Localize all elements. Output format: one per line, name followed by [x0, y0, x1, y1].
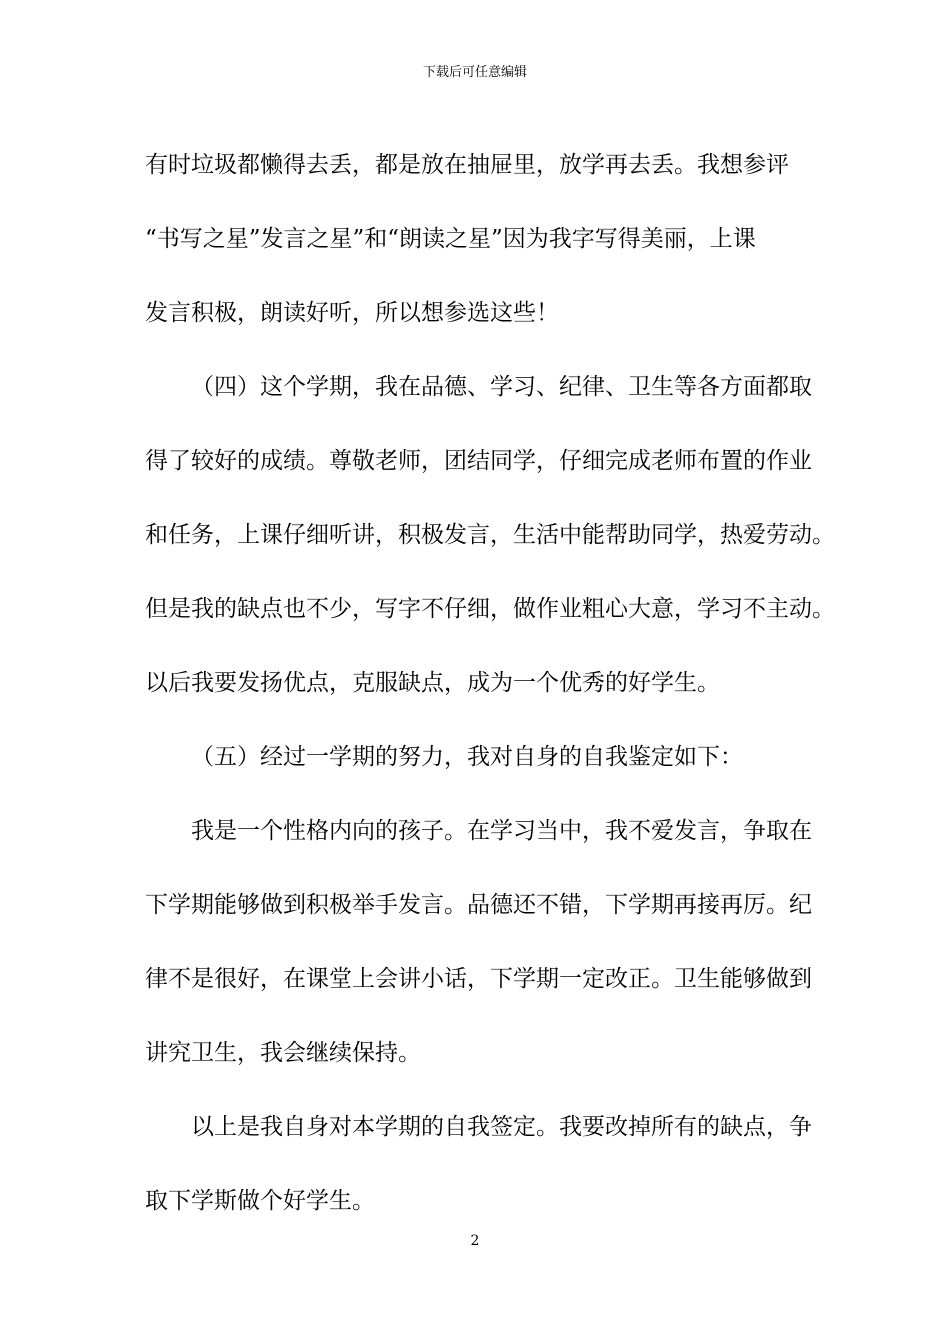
text-line: 取下学斯做个好学生。: [145, 1188, 375, 1214]
text-line: 发言积极，朗读好听，所以想参选这些！: [145, 300, 559, 326]
paragraph-start-line: 我是一个性格内向的孩子。在学习当中，我不爱发言，争取在: [191, 818, 812, 844]
text-line: 下学期能够做到积极举手发言。品德还不错，下学期再接再厉。纪: [145, 892, 812, 918]
paragraph-start-line: （四）这个学期，我在品德、学习、纪律、卫生等各方面都取: [191, 374, 812, 400]
page-number: 2: [470, 1233, 480, 1249]
text-line: 得了较好的成绩。尊敬老师，团结同学，仔细完成老师布置的作业: [145, 448, 812, 474]
text-line: 和任务，上课仔细听讲，积极发言，生活中能帮助同学，热爱劳动。: [145, 522, 835, 548]
text-line: 有时垃圾都懒得去丢，都是放在抽屉里，放学再去丢。我想参评: [145, 152, 789, 178]
text-line: 讲究卫生，我会继续保持。: [145, 1040, 421, 1066]
text-line: 律不是很好，在课堂上会讲小话，下学期一定改正。卫生能够做到: [145, 966, 812, 992]
text-line: 以后我要发扬优点，克服缺点，成为一个优秀的好学生。: [145, 670, 720, 696]
text-line: 但是我的缺点也不少，写字不仔细，做作业粗心大意，学习不主动。: [145, 596, 835, 622]
text-line: “书写之星”发言之星”和“朗读之星”因为我字写得美丽，上课: [145, 226, 756, 252]
paragraph-start-line: 以上是我自身对本学期的自我签定。我要改掉所有的缺点，争: [191, 1114, 812, 1140]
paragraph-start-line: （五）经过一学期的努力，我对自身的自我鉴定如下：: [191, 744, 743, 770]
page-header: 下载后可任意编辑: [422, 65, 527, 80]
document-body: [145, 128, 835, 1238]
